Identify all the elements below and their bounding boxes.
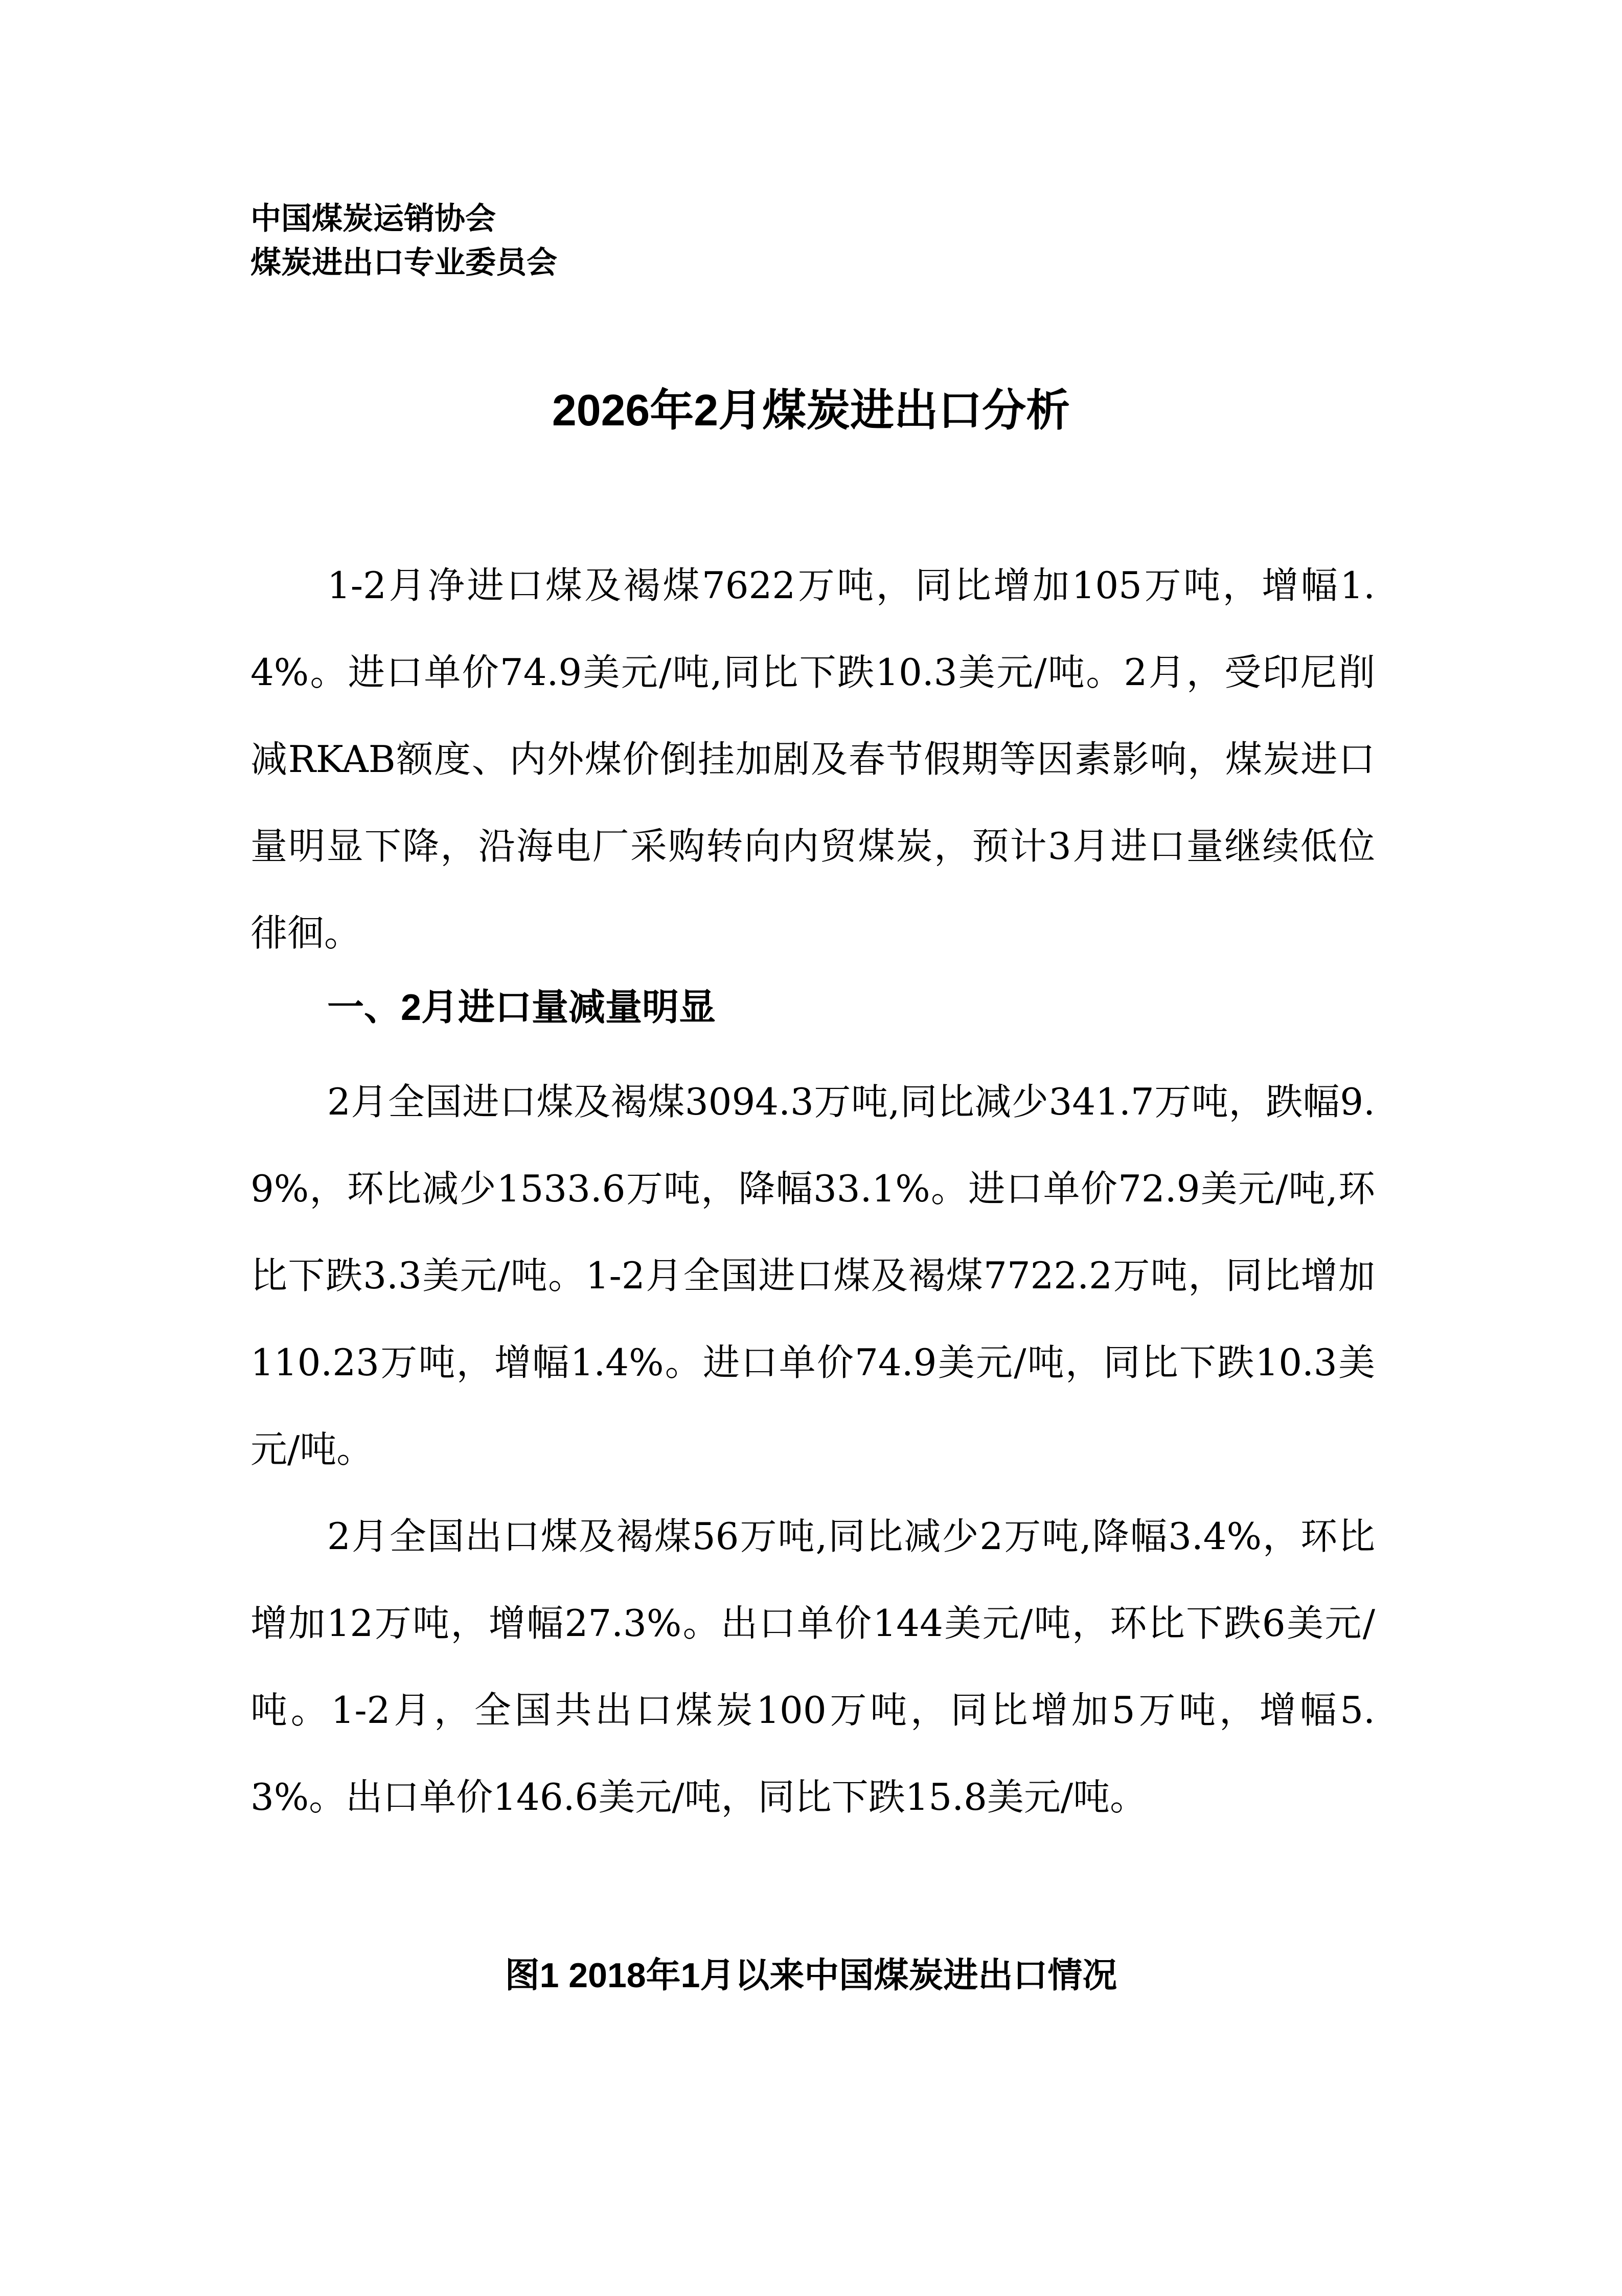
document-title: 2026年2月煤炭进出口分析 <box>552 386 1070 435</box>
committee-name: 煤炭进出口专业委员会 <box>250 245 557 281</box>
section-heading: 一、2月进口量减量明显 <box>327 987 716 1028</box>
import-paragraph: 2月全国进口煤及褐煤3094.3万吨,同比减少341.7万吨，跌幅9.9%，环比减少1533.6万吨，降幅33.1%。进口单价72.9美元/吨,环比下跌3.3美元/吨。1-2月全国进口煤及褐煤7722.2万吨，同比增加110.23万吨，增幅1.4%。进口单价74.9美元/吨，同比下跌10.3美元/吨。 <box>250 1080 1375 1471</box>
figure-caption: 图1 2018年1月以来中国煤炭进出口情况 <box>505 1956 1117 1995</box>
intro-paragraph: 1-2月净进口煤及褐煤7622万吨，同比增加105万吨，增幅1.4%。进口单价74.9美元/吨,同比下跌10.3美元/吨。2月，受印尼削减RKAB额度、内外煤价倒挂加剧及春节假期等因素影响，煤炭进口量明显下降，沿海电厂采购转向内贸煤炭，预计3月进口量继续低位徘徊。 <box>250 564 1375 954</box>
organization-name: 中国煤炭运销协会 <box>250 201 496 237</box>
export-paragraph: 2月全国出口煤及褐煤56万吨,同比减少2万吨,降幅3.4%，环比增加12万吨，增幅27.3%。出口单价144美元/吨，环比下跌6美元/吨。1-2月，全国共出口煤炭100万吨，同比增加5万吨，增幅5.3%。出口单价146.6美元/吨，同比下跌15.8美元/吨。 <box>250 1515 1375 1818</box>
